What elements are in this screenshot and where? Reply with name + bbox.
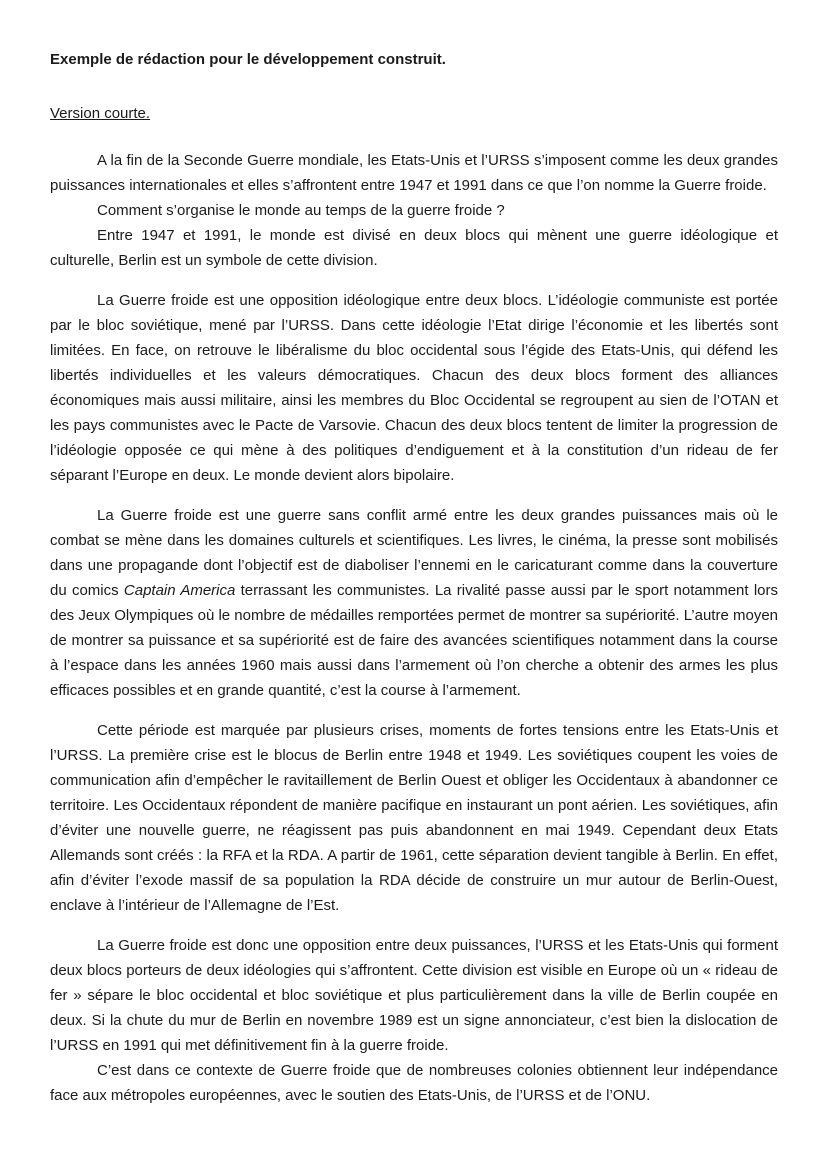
conclusion-section [50,933,778,1108]
paragraph-text-segment: terrassant les communistes. La rivalité passe aussi par le sport notamment lors des Jeux Olympiques où le nombre de médailles remportées permet de montrer sa supériorité. L’autre moyen de montrer sa puissance et sa supériorité est de faire des avancées scientifiques notamment dans la course à l’espace dans les années 1960 mais aussi dans l’armement où l’on cherche a obtenir des armes les plus efficaces possibles et en grande quantité, c’est la course à l’armement. [50,582,778,699]
intro-paragraph-1: A la fin de la Seconde Guerre mondiale, les Etats-Unis et l’URSS s’imposent comme les deux grandes puissances internationales et elles s’affrontent entre 1947 et 1991 dans ce que l’on nomme la Guerre froide. [50,152,778,194]
intro-paragraph-question: Comment s’organise le monde au temps de la guerre froide ? [97,202,505,219]
body-paragraph-1: La Guerre froide est une opposition idéologique entre deux blocs. L’idéologie communiste est portée par le bloc soviétique, mené par l’URSS. Dans cette idéologie l’Etat dirige l’économie et les libertés sont limitées. En face, on retrouve le libéralisme du bloc occidental sous l’égide des Etats-Unis, qui défend les libertés individuelles et les valeurs démocratiques. Chacun des deux blocs forment des alliances économiques mais aussi militaire, ainsi les membres du Bloc Occidental se regroupent au sien de l’OTAN et les pays communistes avec le Pacte de Varsovie. Chacun des deux blocs tentent de limiter la progression de l’idéologie opposée ce qui mène à des politiques d’endiguement et à la constitution d’un rideau de fer séparant l’Europe en deux. Le monde devient alors bipolaire. [50,292,778,484]
document-subtitle: Version courte. [50,105,151,122]
intro-section [50,148,778,273]
body-paragraph-2 [50,503,778,703]
italic-title-captain-america: Captain America [123,582,236,599]
conclusion-paragraph-2: C’est dans ce contexte de Guerre froide que de nombreuses colonies obtiennent leur indépendance face aux métropoles européennes, avec le soutien des Etats-Unis, de l’URSS et de l’ONU. [50,1062,778,1104]
body-section-2 [50,503,778,703]
body-section-3 [50,718,778,918]
intro-paragraph-2: Entre 1947 et 1991, le monde est divisé en deux blocs qui mènent une guerre idéologique et culturelle, Berlin est un symbole de cette division. [50,227,778,269]
body-paragraph-3: Cette période est marquée par plusieurs crises, moments de fortes tensions entre les Etats-Unis et l’URSS. La première crise est le blocus de Berlin entre 1948 et 1949. Les soviétiques coupent les voies de communication afin d’empêcher le ravitaillement de Berlin Ouest et obliger les Occidentaux à abandonner ce territoire. Les Occidentaux répondent de manière pacifique en instaurant un pont aérien. Les soviétiques, afin d’éviter une nouvelle guerre, ne réagissent pas puis abandonnent en mai 1949. Cependant deux Etats Allemands sont créés : la RFA et la RDA. A partir de 1961, cette séparation devient tangible à Berlin. En effet, afin d’éviter l’exode massif de sa population la RDA décide de construire un mur autour de Berlin-Ouest, enclave à l’intérieur de l’Allemagne de l’Est. [50,722,778,914]
body-section-1 [50,288,778,488]
document-title: Exemple de rédaction pour le développement construit. [50,51,446,68]
conclusion-paragraph-1: La Guerre froide est donc une opposition entre deux puissances, l’URSS et les Etats-Unis qui forment deux blocs porteurs de deux idéologies qui s’affrontent. Cette division est visible en Europe où un « rideau de fer » sépare le bloc occidental et bloc soviétique et plus particulièrement dans la ville de Berlin coupée en deux. Si la chute du mur de Berlin en novembre 1989 est un signe annonciateur, c’est bien la dislocation de l’URSS en 1991 qui met définitivement fin à la guerre froide. [50,937,778,1054]
paragraph-text-segment: La Guerre froide est une guerre sans conflit armé entre les deux grandes puissances mais où le combat se mène dans les domaines culturels et scientifiques. Les livres, le cinéma, la presse sont mobilisés dans une propagande dont l’objectif est de diaboliser l’ennemi en le caricaturant comme dans la couverture du comics [50,507,778,599]
